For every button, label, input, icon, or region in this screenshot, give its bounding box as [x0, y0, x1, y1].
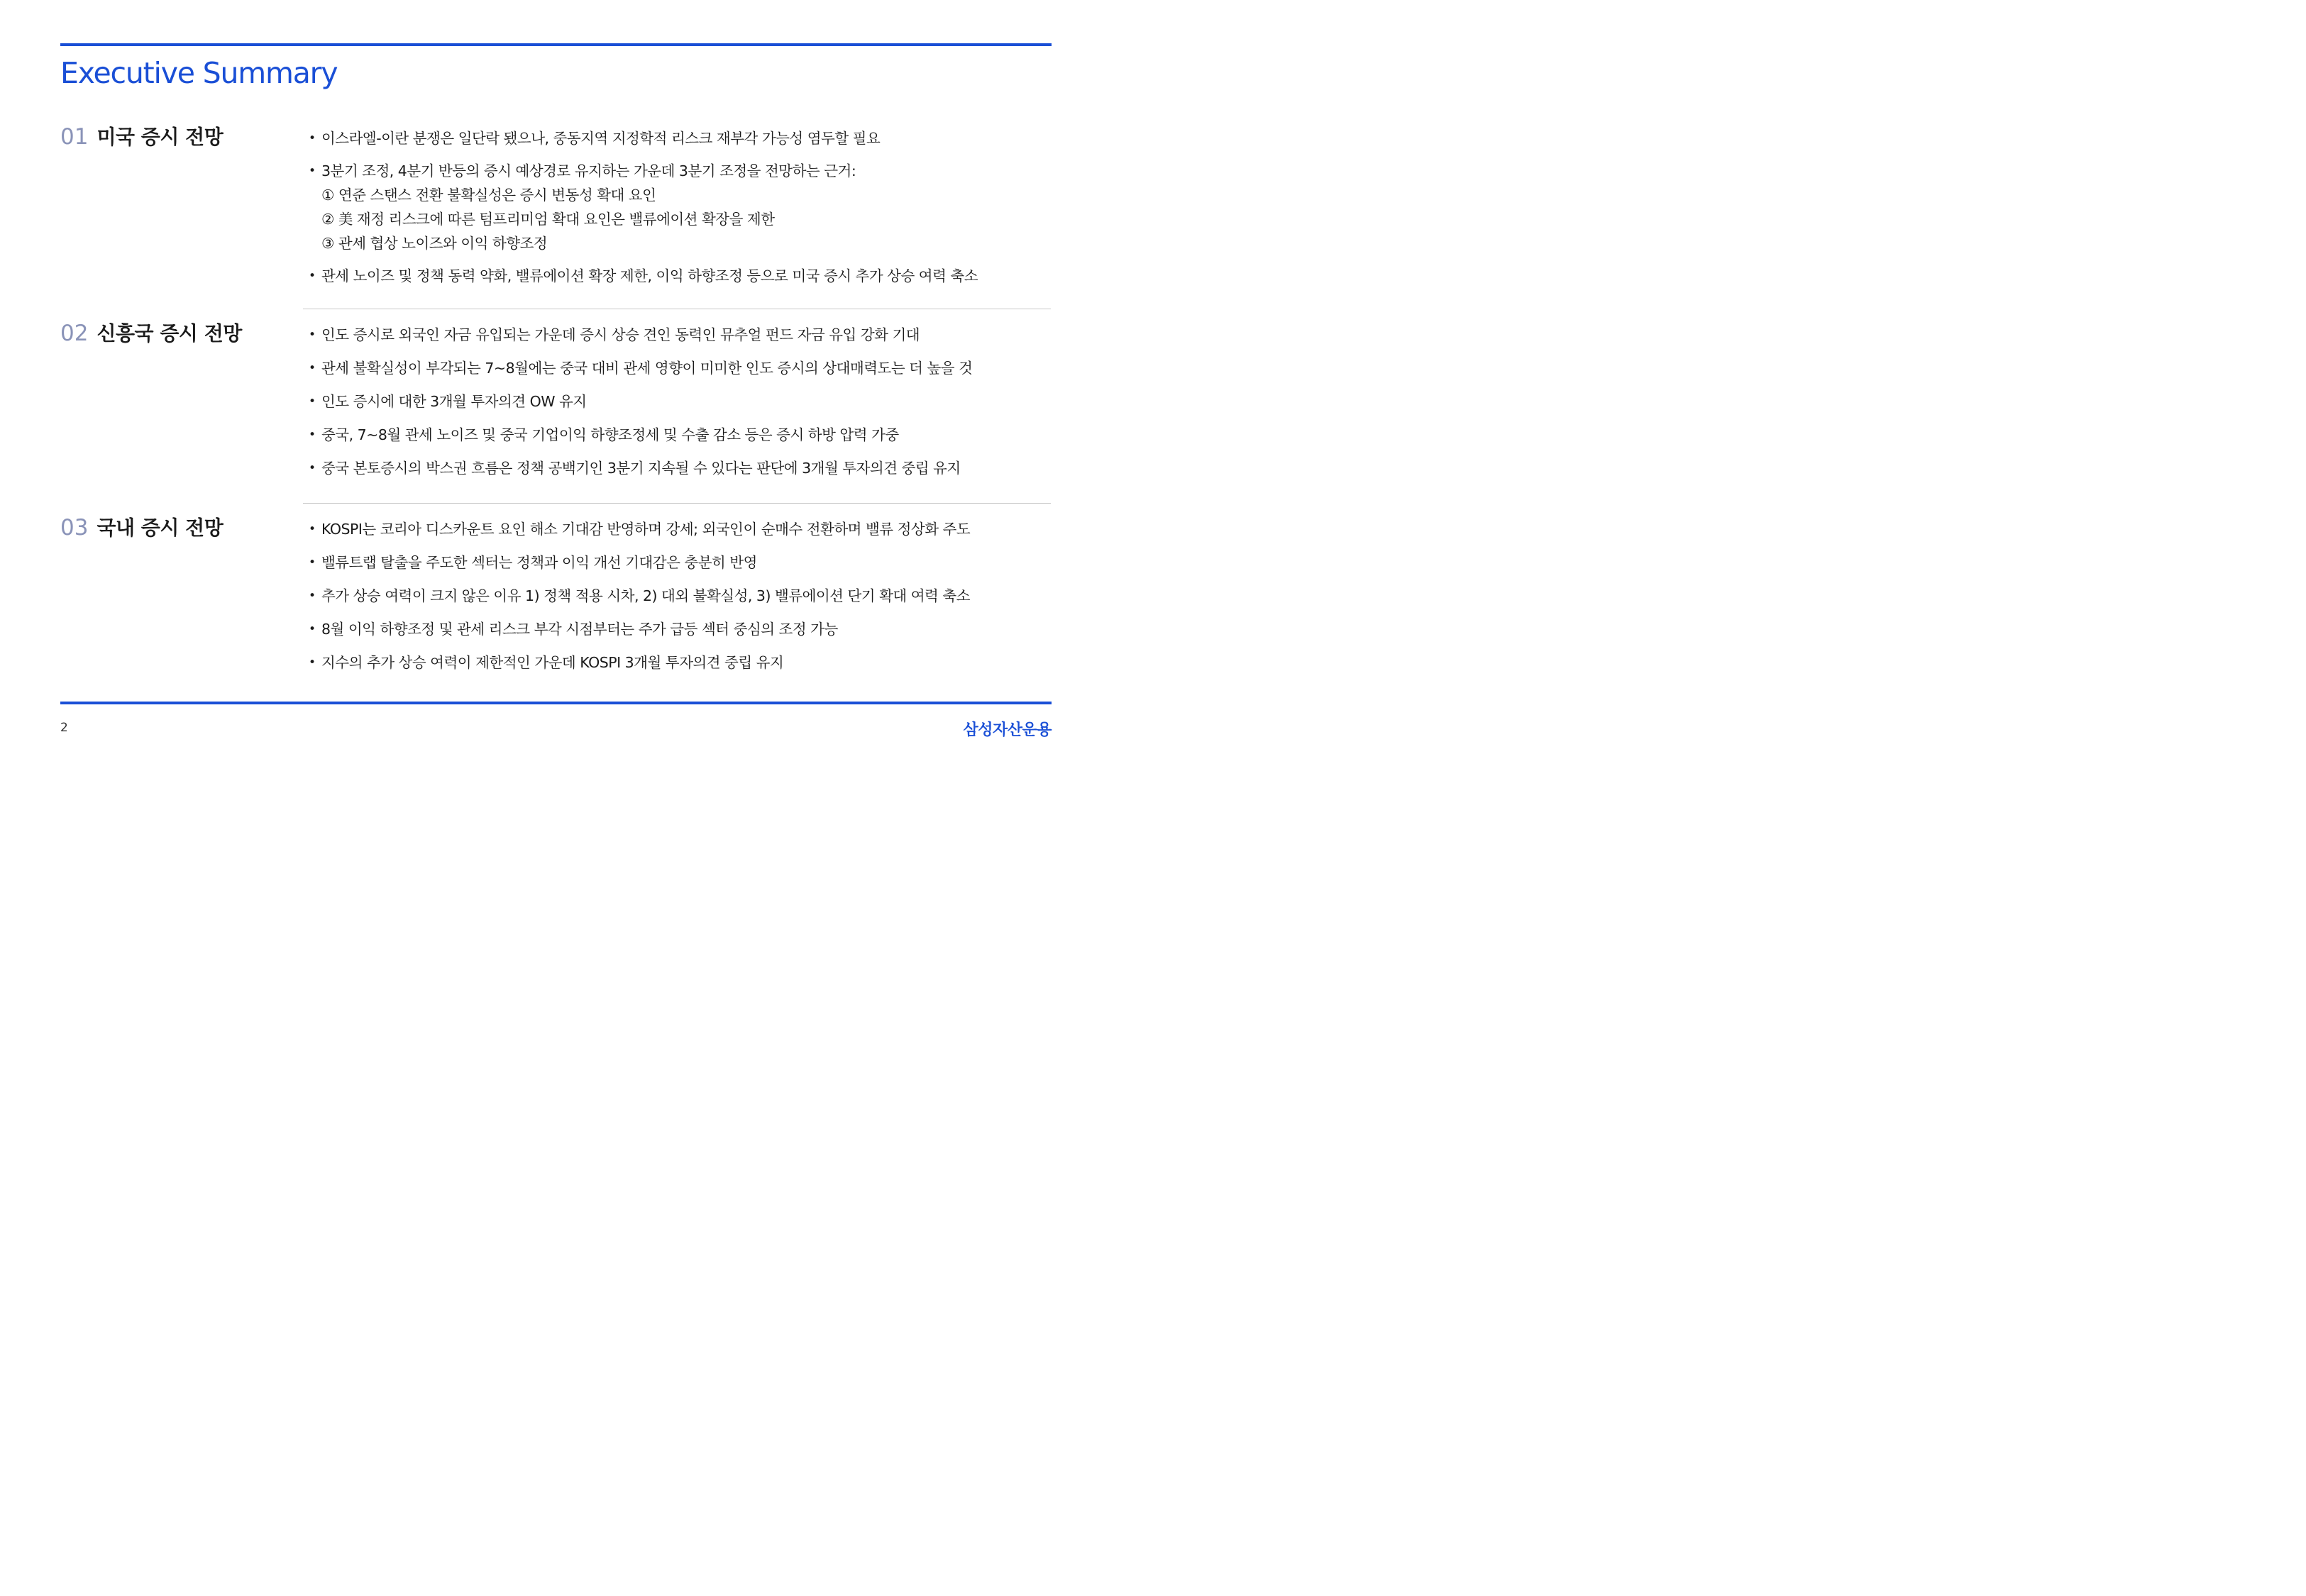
bullet-list — [309, 323, 972, 480]
section-title: 미국 증시 전망 — [96, 125, 224, 149]
sub-item-fiscal-risk: ② 美 재정 리스크에 따른 텀프리미엄 확대 요인은 밸류에이션 확장을 제한 — [321, 211, 775, 228]
list-item — [309, 517, 970, 541]
list-item — [309, 126, 978, 150]
section-title: 신흥국 증시 전망 — [96, 321, 242, 345]
section-number: 01 — [60, 124, 89, 150]
list-item — [309, 423, 972, 447]
bullet-text: 인도 증시에 대한 3개월 투자의견 OW 유지 — [321, 393, 587, 410]
bullet-list — [309, 126, 978, 288]
list-item — [309, 584, 970, 608]
bullet-text: 관세 노이즈 및 정책 동력 약화, 밸류에이션 확장 제한, 이익 하향조정 등으로 미국 증시 추가 상승 여력 축소 — [321, 267, 978, 284]
bullet-text: 8월 이익 하향조정 및 관세 리스크 부각 시점부터는 주가 급등 섹터 중심의 조정 가능 — [321, 621, 838, 638]
section-title: 국내 증시 전망 — [96, 516, 224, 540]
list-item — [309, 550, 970, 575]
bullet-text: 관세 불확실성이 부각되는 7~8월에는 중국 대비 관세 영향이 미미한 인도 증시의 상대매력도는 더 높을 것 — [321, 360, 973, 377]
list-item — [309, 323, 972, 347]
list-item — [309, 456, 972, 480]
sub-item-tariff-noise: ③ 관세 협상 노이즈와 이익 하향조정 — [321, 235, 548, 252]
list-item — [309, 389, 972, 414]
brand-logo-text: 삼성자산운용 — [963, 721, 1052, 739]
list-item — [309, 264, 978, 288]
top-rule — [60, 43, 1052, 46]
section-divider — [303, 503, 1051, 504]
bullet-text: • 3분기 조정, 4분기 반등의 증시 예상경로 유지하는 가운데 3분기 조정을 전망하는 근거: — [321, 162, 856, 179]
bullet-text: KOSPI는 코리아 디스카운트 요인 해소 기대감 반영하며 강세; 외국인이 순매수 전환하며 밸류 정상화 주도 — [321, 521, 971, 538]
section-number: 03 — [60, 515, 89, 541]
bullet-text: 인도 증시로 외국인 자금 유입되는 가운데 증시 상승 견인 동력인 뮤추얼 펀드 자금 유입 강화 기대 — [321, 326, 920, 343]
section-number: 02 — [60, 321, 89, 346]
list-item — [309, 159, 978, 255]
bullet-text: 지수의 추가 상승 여력이 제한적인 가운데 KOSPI 3개월 투자의견 중립 유지 — [321, 654, 784, 671]
page-title: Executive Summary — [60, 56, 338, 90]
section-heading — [60, 323, 242, 345]
bottom-rule — [60, 702, 1052, 704]
list-item — [309, 650, 970, 675]
page-number: 2 — [60, 721, 68, 735]
bullet-text: 이스라엘-이란 분쟁은 일단락 됐으나, 중동지역 지정학적 리스크 재부각 가능성 염두할 필요 — [321, 130, 881, 147]
bullet-text: 밸류트랩 탈출을 주도한 섹터는 정책과 이익 개선 기대감은 충분히 반영 — [321, 554, 757, 571]
list-item — [309, 617, 970, 641]
bullet-text: 중국 본토증시의 박스권 흐름은 정책 공백기인 3분기 지속될 수 있다는 판단에 3개월 투자의견 중립 유지 — [321, 460, 961, 477]
bullet-text: 중국, 7~8월 관세 노이즈 및 중국 기업이익 하향조정세 및 수출 감소 등은 증시 하방 압력 가중 — [321, 426, 899, 443]
sub-item-fed-stance: ① 연준 스탠스 전환 불확실성은 증시 변동성 확대 요인 — [321, 187, 656, 204]
section-heading — [60, 126, 223, 148]
bullet-text: 추가 상승 여력이 크지 않은 이유 1) 정책 적용 시차, 2) 대외 불확실성, 3) 밸류에이션 단기 확대 여력 축소 — [321, 587, 970, 604]
section-heading — [60, 517, 223, 539]
list-item — [309, 356, 972, 380]
bullet-list — [309, 517, 970, 675]
